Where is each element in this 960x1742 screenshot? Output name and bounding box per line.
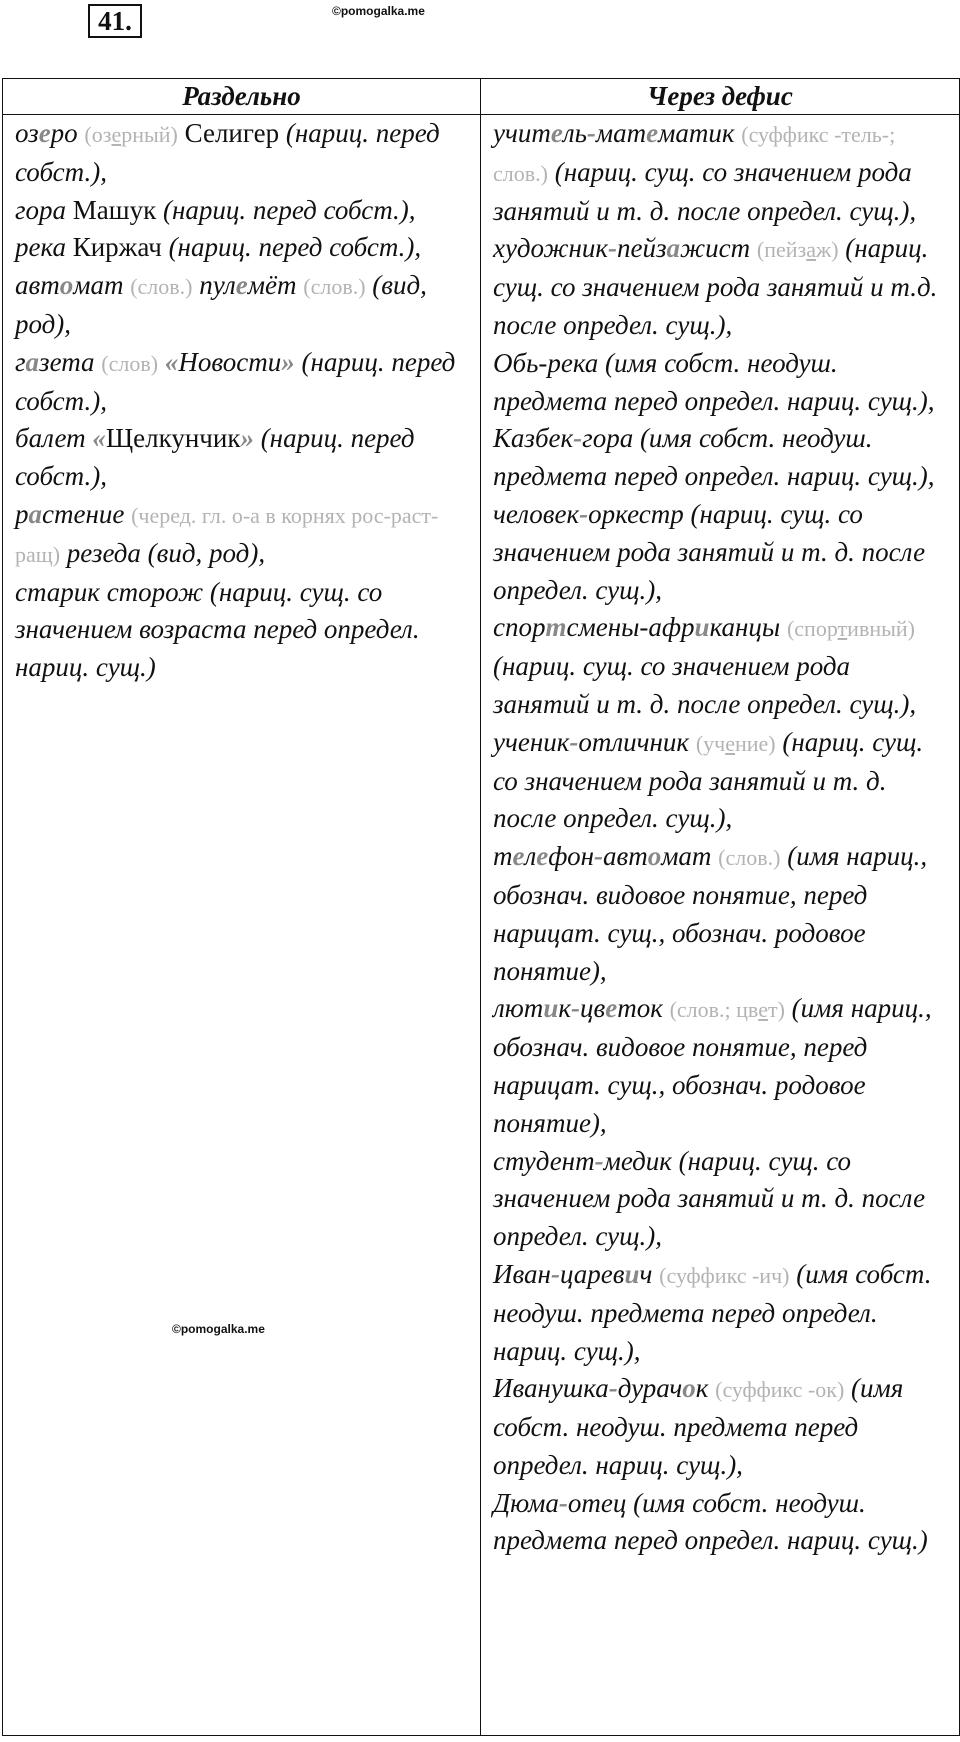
marked-letter: - [608,233,618,264]
hint-text: (суффикс -тель-; слов.) [493,122,896,186]
list-item [493,115,951,230]
list-item [493,1143,951,1256]
text-segment: река [15,232,73,263]
list-item [493,1485,951,1561]
marked-letter: - [608,1373,618,1404]
marked-letter: о [647,841,662,872]
marked-letter: о [682,1373,696,1404]
exercise-number: 41. [88,4,142,38]
text-segment: стение [42,498,132,529]
text-segment: пул [192,270,236,301]
text-segment: (нариц. сущ. со значением рода занятий и т. д. после определ. сущ.), [493,651,917,719]
text-segment: (имя собст. неодуш. предмета перед определ. нариц. сущ.), [493,1373,904,1480]
hint-text: (суффикс -ок) [715,1377,845,1403]
text-segment: зета [39,346,102,377]
watermark-middle: ©pomogalka.me [172,1322,265,1336]
text-segment: цв [579,993,606,1024]
hint-text: (суффикс -ич) [659,1262,790,1288]
list-item [15,267,472,344]
marked-letter: и [543,993,559,1024]
marked-letter: е [605,993,618,1024]
text-segment: (нариц. сущ. со значением рода занятий и т.д. после определ. сущ.), [493,233,938,340]
text-segment: г [15,346,26,377]
watermark-top: ©pomogalka.me [332,4,425,18]
marked-letter: - [586,118,596,148]
table-header-row [3,79,960,115]
list-item [493,838,951,990]
header-separately: Раздельно [3,79,481,115]
marked-letter: - [550,1258,560,1289]
text-segment: резеда (вид, род), [60,537,266,568]
list-item [493,230,951,344]
separately-column [3,115,481,1736]
text-segment: старик сторож (нариц. сущ. со значением возраста перед определ. нариц. сущ.) [15,576,420,683]
hint-text: (слов.; цв [669,997,759,1023]
text-segment: ток [617,993,670,1024]
marked-letter: » [240,423,254,454]
text-segment: (нариц. перед собст.), [156,194,416,225]
text-segment: (нариц. сущ. со значением рода занятий и т. д. после определ. сущ.), [493,156,917,226]
list-item [493,1370,951,1484]
text-segment: мат [595,118,647,148]
list-item [493,496,951,609]
hint-text: рный) [121,122,178,147]
marked-letter: - [569,726,579,757]
text-segment: к [558,993,571,1024]
text-segment: Иван [493,1258,551,1289]
hint-text: (спор [786,616,838,642]
list-item [15,229,472,267]
marked-letter: - [594,1145,604,1176]
marked-letter: - [558,1487,568,1518]
hint-text: (слов.) [718,845,781,871]
text-segment: Казбек [493,423,574,454]
proper-noun: Селигер [184,118,280,148]
marked-letter: е [38,118,51,148]
text-segment: гора [15,194,73,225]
text-segment: л [524,841,537,872]
hint-text: ж) [816,237,839,263]
text-segment: Иванушка [493,1373,609,1404]
text-segment: канцы [709,612,787,643]
table-body-row [3,115,960,1736]
text-segment: ль [562,118,587,148]
list-item [493,724,951,838]
text-segment: ч [639,1258,660,1289]
text-segment: мат [73,270,131,301]
hint-text: ние) [734,730,776,756]
hint-text: е [111,122,122,147]
marked-letter: а [28,498,42,529]
proper-noun: Машук [72,194,157,225]
marked-letter: т [545,612,567,643]
text-segment: спор [493,612,546,643]
text-segment: матик [658,118,742,148]
list-item [15,496,472,574]
text-segment: мёт [247,270,304,301]
text-segment: ученик [493,726,570,757]
text-segment: (имя нариц., обознач. видовое понятие, перед нарицат. сущ., обознач. родовое понятие), [493,993,932,1138]
text-segment: мат [661,841,719,872]
hint-text: (слов.) [303,274,366,300]
list-item [493,420,951,496]
text-segment: (нариц. перед собст.), [15,423,415,492]
text-segment [158,347,165,377]
hint-text: ивный) [847,616,915,642]
text-segment: человек [493,498,580,529]
marked-letter: е [536,841,549,872]
text-segment: отец (имя собст. неодуш. предмета перед определ. нариц. сущ.) [493,1487,928,1556]
text-segment: (нариц. перед собст.), [15,346,456,416]
answer-table [2,78,960,1736]
text-segment: (нариц. сущ. со значением рода занятий и т. д. после определ. сущ.), [493,726,924,834]
hint-text: е [725,730,735,756]
text-segment: Дюма [493,1487,559,1518]
list-item [15,420,472,496]
hyphenated-column [481,115,960,1736]
text-segment: дурач [617,1373,683,1404]
text-segment: (имя собст. неодуш. предмета перед определ. нариц. сущ.), [493,1258,932,1366]
text-segment: фон [548,841,594,872]
text-segment: к [695,1373,716,1404]
text-segment: лют [493,993,544,1024]
marked-letter: - [573,423,583,454]
list-item [15,115,472,192]
marked-letter: - [570,993,580,1024]
list-item [493,990,951,1142]
hint-text: т [837,616,848,642]
text-segment: медик (нариц. сущ. со значением рода занятий и т. д. после определ. сущ.), [493,1145,926,1252]
text-segment: (нариц. перед собст.), [161,232,422,263]
marked-letter: е [235,270,248,301]
hint-text: (слов.) [130,274,193,300]
text-segment: оркестр (нариц. сущ. со значением рода занятий и т. д. после определ. сущ.), [493,498,926,605]
marked-letter: « [164,346,179,377]
marked-letter: а [25,346,40,377]
text-segment: студент [493,1145,595,1176]
text-segment: ро [50,118,85,148]
list-item [493,609,951,723]
list-item [15,192,472,230]
text-segment: авт [602,841,648,872]
list-item [493,345,951,421]
hint-text: (черед. гл. о-а в корнях рос-раст-ращ) [15,502,439,567]
marked-letter: - [593,841,603,872]
text-segment: учит [493,118,551,148]
text-segment [178,118,185,148]
marked-letter: о [59,270,74,301]
text-segment: пейз [617,233,667,264]
hint-text: а [806,237,816,263]
text-segment: авт [15,270,60,301]
list-item [15,574,472,687]
marked-letter: а [666,233,681,264]
text-segment: жист [680,233,757,264]
hint-text: (уч [695,730,726,756]
hint-text: е [758,997,768,1023]
text-segment: смены-афр [566,612,695,643]
list-item [15,344,472,421]
list-item [493,1256,951,1370]
proper-noun: Щелкунчик [105,423,241,454]
text-segment: р [15,498,29,529]
marked-letter: » [281,346,295,377]
marked-letter: и [624,1258,640,1289]
text-segment: (вид, род), [15,270,427,339]
text-segment: отличник [578,726,696,757]
hint-text: (слов) [101,350,159,376]
text-segment: Обь-река (имя собст. неодуш. предмета перед определ. нариц. сущ.), [493,347,935,416]
text-segment: оз [15,118,39,148]
marked-letter: е [512,841,525,872]
marked-letter: е [550,118,563,148]
hint-text: (оз [84,122,112,147]
text-segment: (имя нариц., обознач. видовое понятие, перед нарицат. сущ., обознач. родовое понятие), [493,841,928,986]
text-segment: т [493,841,513,872]
marked-letter: и [694,612,710,643]
text-segment: художник [493,233,609,264]
marked-letter: е [646,118,659,148]
hint-text: (пейз [756,237,807,263]
text-segment: Новости [178,346,282,377]
hint-text: т) [767,997,785,1023]
proper-noun: Киржач [72,232,162,263]
text-segment: царев [559,1258,625,1289]
text-segment: гора (имя собст. неодуш. предмета перед определ. нариц. сущ.), [493,423,935,492]
header-hyphenated: Через дефис [481,79,960,115]
marked-letter: - [579,498,589,529]
marked-letter: « [92,423,106,454]
text-segment: (нариц. перед собст.), [15,118,440,187]
text-segment: балет [15,423,93,454]
